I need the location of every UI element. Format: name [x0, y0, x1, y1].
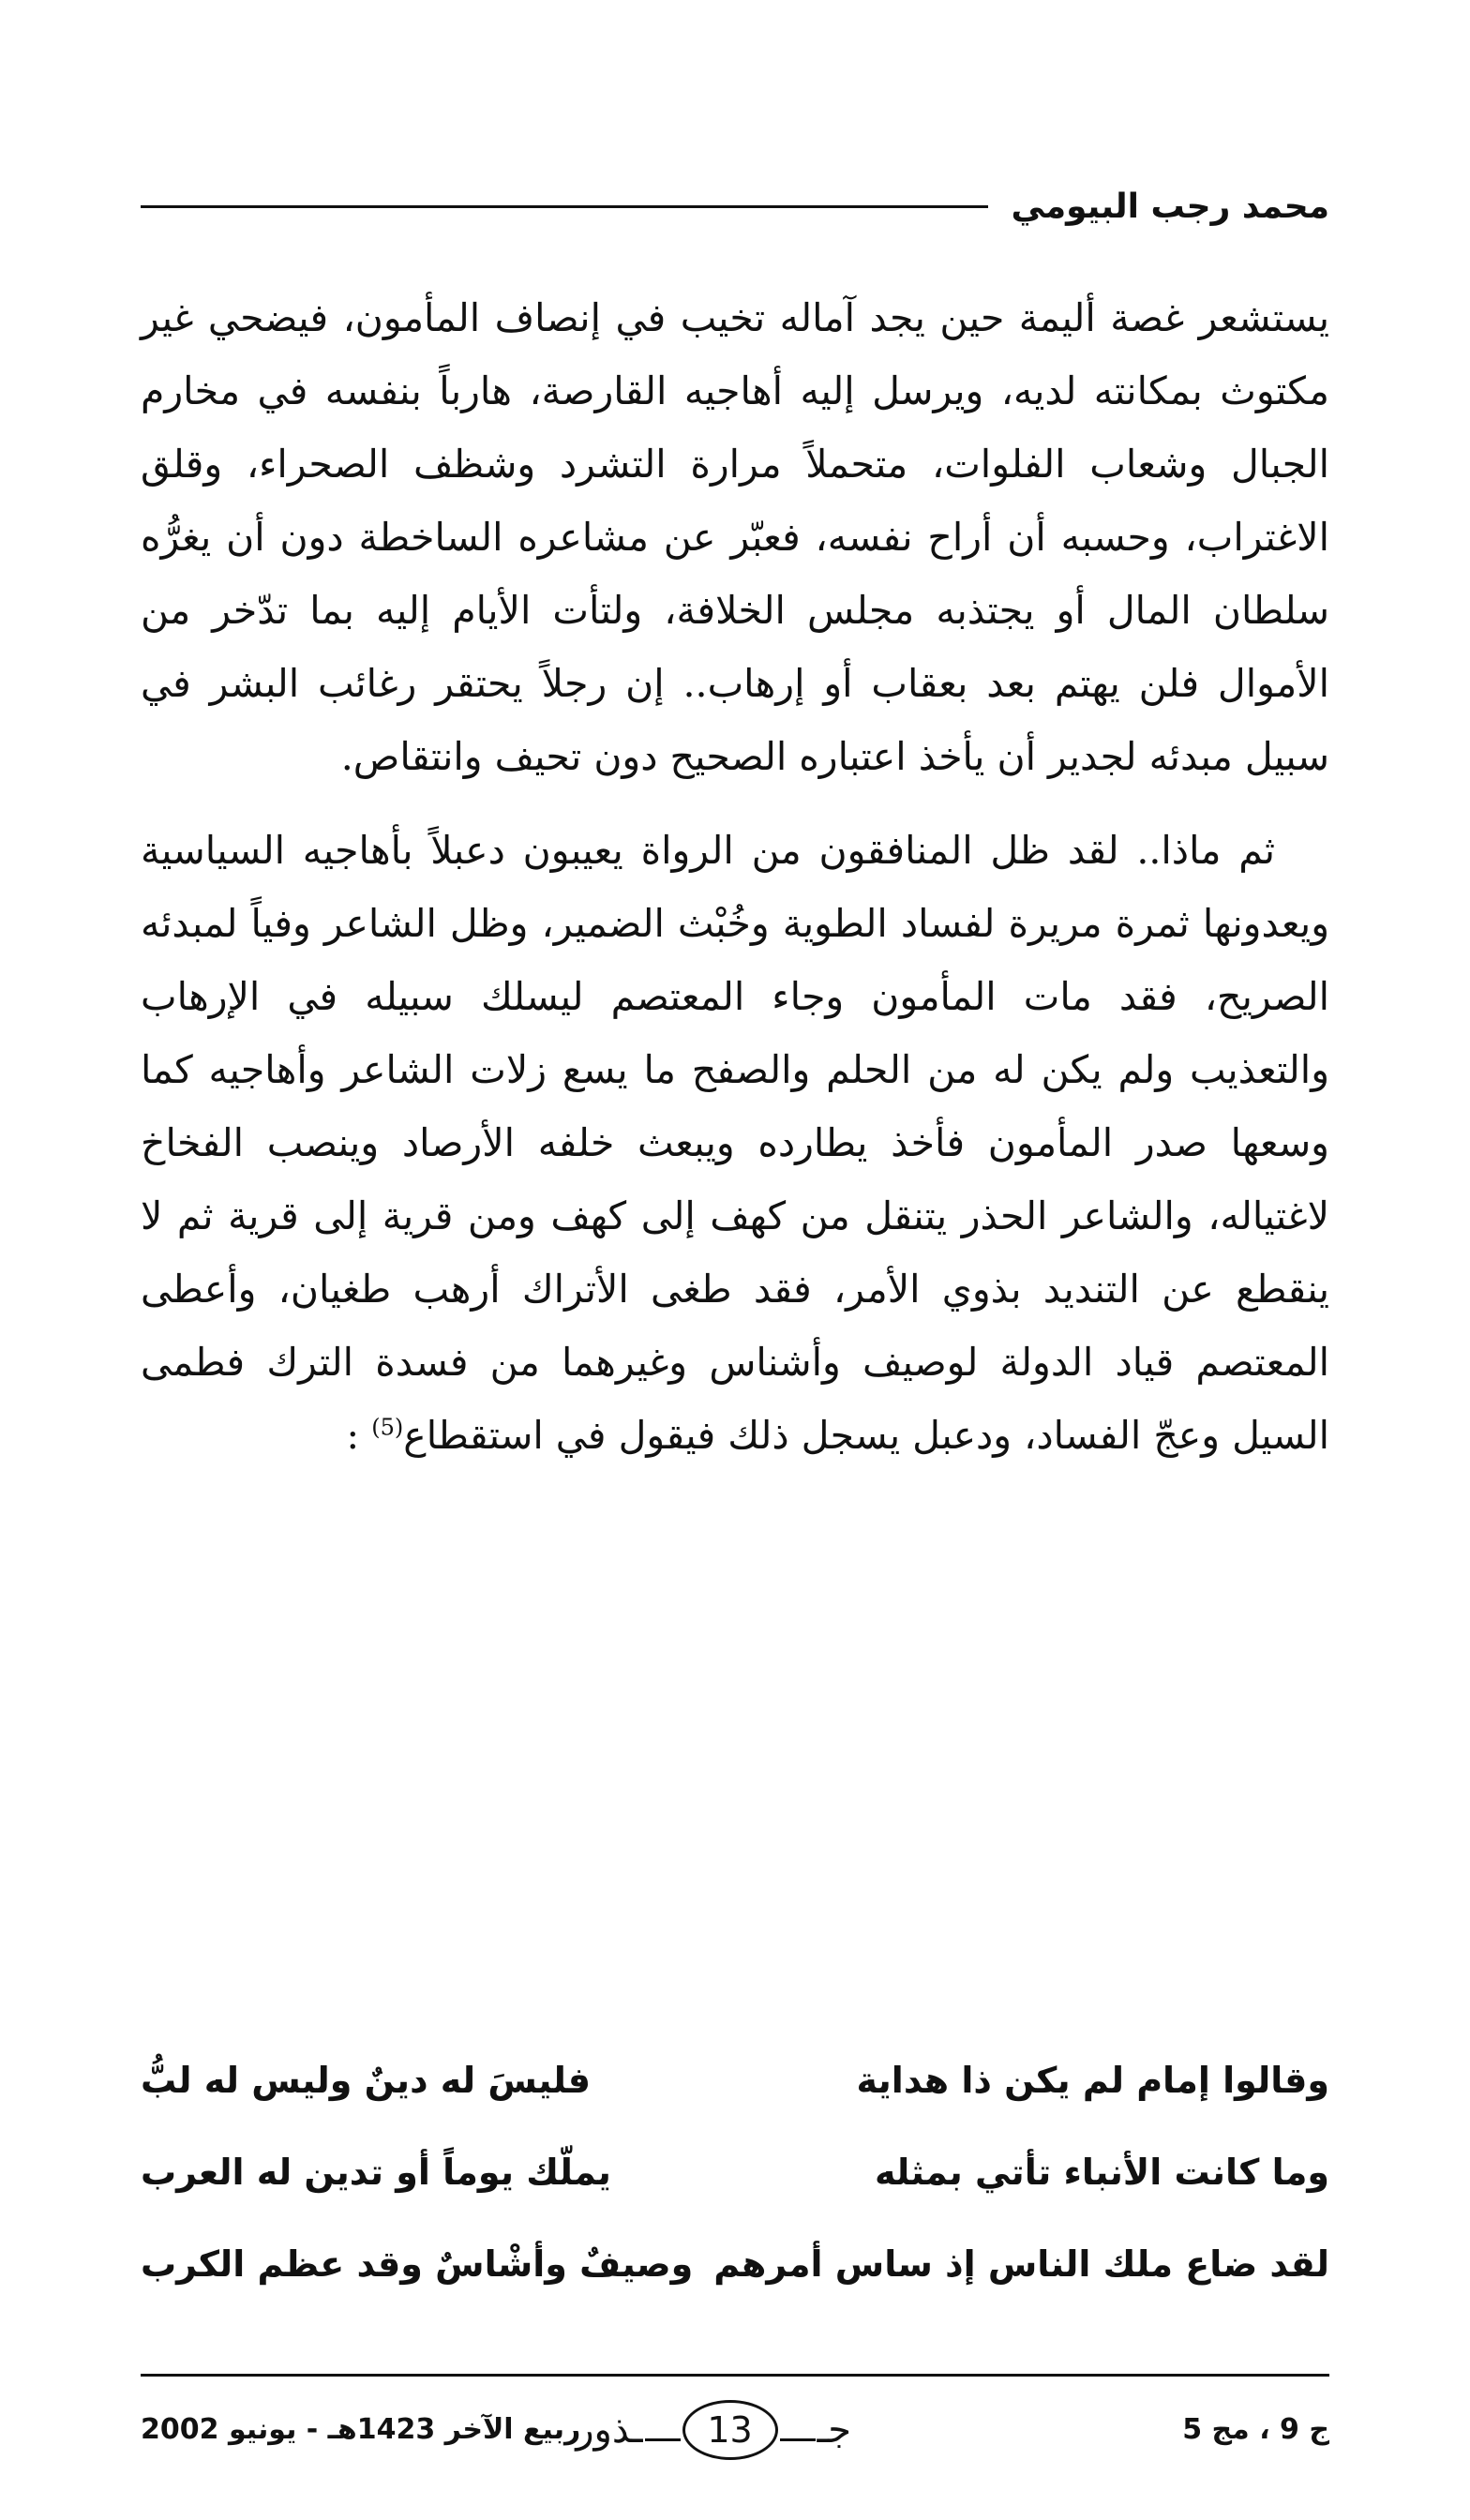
poem-verse-first-hemistich: وما كانت الأنباء تأتي بمثله: [874, 2152, 1329, 2193]
article-body: [141, 281, 1329, 1492]
poem-verse: [141, 2034, 1329, 2126]
footnote-reference: (5): [371, 1414, 404, 1441]
journal-name-start: جـ: [817, 2408, 851, 2452]
footer-rule: [141, 2374, 1329, 2377]
poem: [141, 2034, 1329, 2310]
paragraph-2: [141, 814, 1329, 1472]
paragraph-2-text: ثم ماذا.. لقد ظل المنافقون من الرواة يعيبون دعبلاً بأهاجيه السياسية ويعدونها ثمرة مريرة لفساد الطوية وخُبْث الضمير، وظل الشاعر وفياً لمبدئه الصريح، فقد مات المأمون وجاء المعتصم ليسلك سبيله في الإرهاب والتعذيب ولم يكن له من الحلم والصفح ما يسع زلات الشاعر وأهاجيه كما وسعها صدر المأمون فأخذ يطارده ويبعث خلفه الأرصاد وينصب الفخاخ لاغتياله، والشاعر الحذر يتنقل من كهف إلى كهف ومن قرية إلى قرية ثم لا ينقطع عن التنديد بذوي الأمر، فقد طغى الأتراك أرهب طغيان، وأعطى المعتصم قياد الدولة لوصيف وأشناس وغيرهما من فسدة الترك فطمى السيل وعجّ الفساد، ودعبل يسجل ذلك فيقول في استقطاع: [141, 828, 1329, 1458]
header-rule: [141, 205, 988, 208]
poem-verse-second-hemistich: يملّك يوماً أو تدين له العرب: [141, 2152, 611, 2193]
poem-verse-second-hemistich: وصيفٌ وأشْاسٌ وقد عظم الكرب: [141, 2243, 694, 2285]
journal-name-end: ـذور: [576, 2408, 643, 2452]
running-header: [141, 173, 1329, 239]
paragraph-1: يستشعر غصة أليمة حين يجد آماله تخيب في إنصاف المأمون، فيضحي غير مكتوث بمكانته لديه، ويرسل إليه أهاجيه القارصة، هارباً بنفسه في مخارم الجبال وشعاب الفلوات، متحملاً مرارة التشرد وشظف الصحراء، وقلق الاغتراب، وحسبه أن أراح نفسه، فعبّر عن مشاعره الساخطة دون أن يغرُّه سلطان المال أو يجتذبه مجلس الخلافة، ولتأت الأيام إليه بما تدّخر من الأموال فلن يهتم بعد بعقاب أو إرهاب.. إن رجلاً يحتقر رغائب البشر في سبيل مبدئه لجدير أن يأخذ اعتباره الصحيح دون تحيف وانتقاص.: [141, 295, 1329, 779]
journal-name-dash: [780, 2438, 816, 2441]
journal-name-dash: [645, 2438, 681, 2441]
page-footer: [141, 2400, 1329, 2475]
poem-verse-first-hemistich: لقد ضاع ملك الناس إذ ساس أمرهم: [713, 2243, 1329, 2285]
journal-name: [576, 2400, 851, 2460]
footer-volume: ج 9 ، مج 5: [1182, 2413, 1329, 2446]
poem-verse: [141, 2218, 1329, 2310]
poem-verse: [141, 2126, 1329, 2218]
poem-verse-first-hemistich: وقالوا إمام لم يكن ذا هداية: [856, 2060, 1329, 2101]
footer-issue-date: ربيع الآخر 1423هـ - يونيو 2002: [141, 2413, 581, 2446]
paragraph-2-end: :: [346, 1413, 360, 1458]
poem-verse-second-hemistich: فليسَ له دينٌ وليس له لبُّ: [141, 2060, 591, 2101]
header-author: محمد رجب البيومي: [1011, 187, 1329, 226]
page-number: 13: [682, 2400, 778, 2460]
